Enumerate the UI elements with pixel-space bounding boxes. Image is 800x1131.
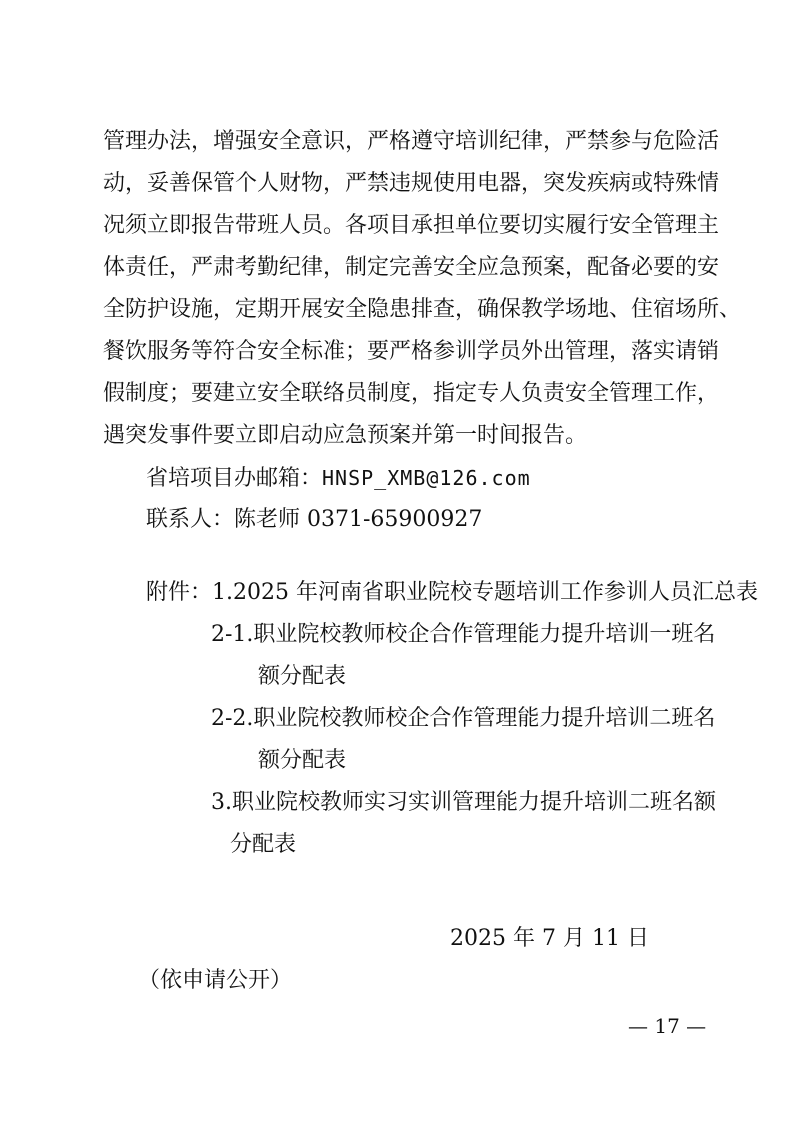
- paragraph-line: 况须立即报告带班人员。各项目承担单位要切实履行安全管理主: [103, 213, 720, 238]
- person-label: 联系人：: [146, 507, 235, 532]
- contact-person: [146, 506, 482, 534]
- attachment-line: 2-2.职业院校教师校企合作管理能力提升培训二班名: [211, 706, 716, 731]
- email-label: 省培项目办邮箱：: [146, 466, 323, 491]
- attachment-line: 3.职业院校教师实习实训管理能力提升培训二班名额: [211, 790, 716, 815]
- attachments-label: 附件：: [146, 580, 213, 605]
- attachment-line: 额分配表: [258, 748, 347, 773]
- attachment-1: [146, 579, 758, 607]
- paragraph-line: 动，妥善保管个人财物，严禁违规使用电器，突发疾病或特殊情: [103, 171, 720, 196]
- email-address: HNSP_XMB@126.com: [322, 466, 531, 490]
- paragraph-line: 管理办法，增强安全意识，严格遵守培训纪律，严禁参与危险活: [103, 129, 720, 154]
- attachment-line: 1.2025 年河南省职业院校专题培训工作参训人员汇总表: [212, 580, 758, 605]
- attachment-line: 分配表: [230, 832, 297, 857]
- contact-email: [146, 464, 531, 493]
- paragraph-line: 遇突发事件要立即启动应急预案并第一时间报告。: [103, 423, 588, 448]
- attachment-line: 2-1.职业院校教师校企合作管理能力提升培训一班名: [211, 622, 716, 647]
- person-value: 陈老师 0371-65900927: [234, 507, 483, 532]
- paragraph-line: 体责任，严肃考勤纪律，制定完善安全应急预案，配备必要的安: [103, 255, 720, 280]
- paragraph-line: 假制度；要建立安全联络员制度，指定专人负责安全管理工作，: [103, 381, 720, 406]
- paragraph-line: 全防护设施，定期开展安全隐患排查，确保教学场地、住宿场所、: [103, 297, 742, 322]
- paragraph-line: 餐饮服务等符合安全标准；要严格参训学员外出管理，落实请销: [103, 339, 720, 364]
- page-number: — 17 —: [628, 1014, 707, 1038]
- document-date: 2025 年 7 月 11 日: [450, 926, 649, 951]
- attachment-line: 额分配表: [258, 664, 347, 689]
- disclosure-note: （依申请公开）: [138, 968, 293, 993]
